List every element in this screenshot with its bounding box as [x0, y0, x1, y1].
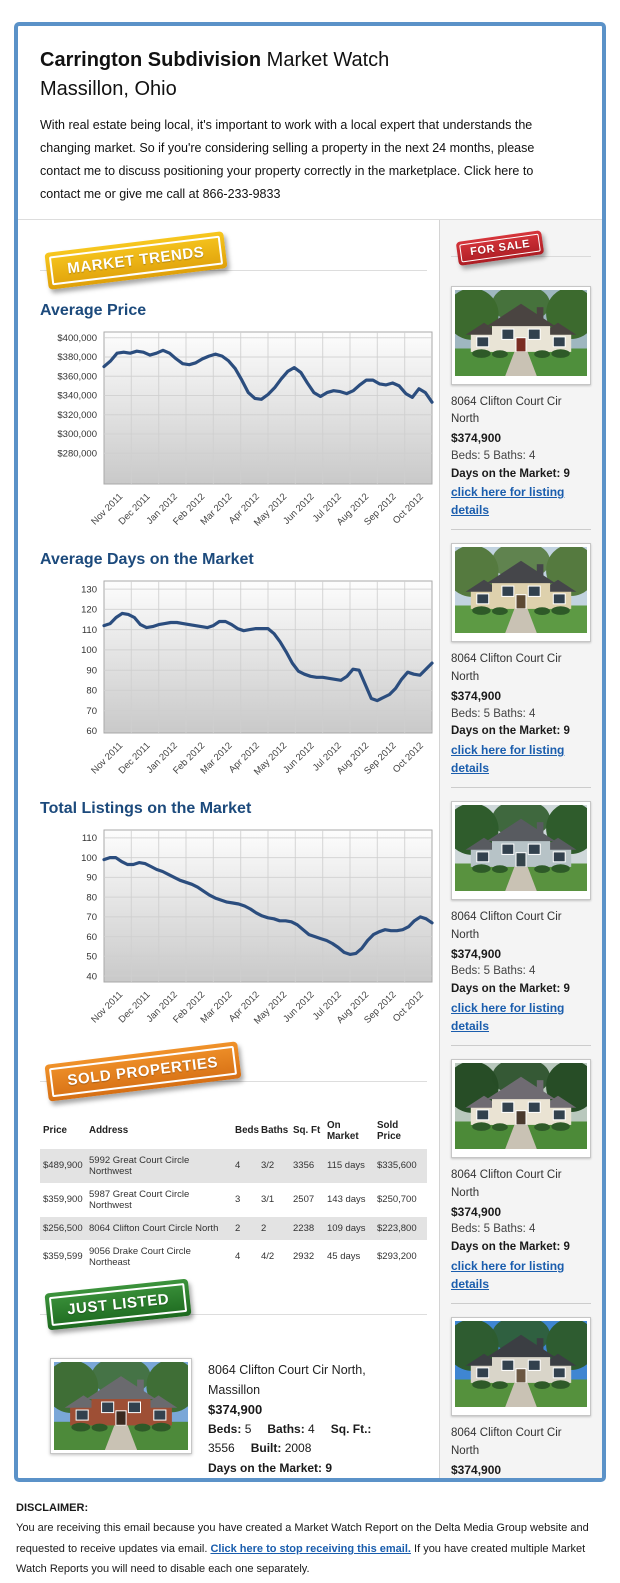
- svg-text:Oct 2012: Oct 2012: [390, 490, 426, 526]
- sold-properties-row: [40, 1049, 427, 1105]
- for-sale-listing: [451, 1055, 591, 1304]
- listing-photo: [451, 801, 591, 900]
- table-cell: 2507: [293, 1194, 315, 1205]
- svg-text:Jun 2012: Jun 2012: [281, 988, 317, 1025]
- chart-canvas: [40, 326, 437, 538]
- listing-price: $374,900: [451, 431, 502, 446]
- for-sale-listing: [451, 539, 591, 788]
- listing-address: 8064 Clifton Court Cir North: [451, 653, 562, 684]
- table-cell: 2932: [293, 1251, 315, 1262]
- listing-days-on-market: Days on the Market: 9: [208, 1460, 333, 1475]
- for-sale-row: [451, 232, 591, 272]
- chart-title: Average Price: [40, 301, 147, 319]
- table-cell: $223,800: [374, 1217, 427, 1240]
- for-sale-listing: [451, 797, 591, 1046]
- disclaimer: [16, 1498, 604, 1579]
- listing-details-link[interactable]: click here for listing details: [451, 743, 565, 776]
- svg-text:60: 60: [86, 725, 97, 737]
- svg-text:Oct 2012: Oct 2012: [390, 988, 426, 1024]
- listing-photo: [451, 286, 591, 385]
- svg-text:Nov 2011: Nov 2011: [89, 739, 126, 776]
- listing-days-on-market: Days on the Market: 9: [451, 1241, 570, 1254]
- svg-text:Jan 2012: Jan 2012: [144, 490, 180, 527]
- svg-text:Feb 2012: Feb 2012: [171, 988, 208, 1026]
- svg-text:100: 100: [81, 852, 97, 864]
- divider: [451, 787, 591, 788]
- svg-text:Jun 2012: Jun 2012: [281, 490, 317, 527]
- svg-text:Jul 2012: Jul 2012: [310, 490, 344, 525]
- sold-properties-badge-label: SOLD PROPERTIES: [49, 1045, 237, 1096]
- divider: [451, 1303, 591, 1304]
- main-column: [18, 220, 439, 1483]
- for-sale-badge: [456, 230, 545, 266]
- report-container: [14, 22, 606, 1482]
- market-trends-row: [40, 238, 427, 294]
- svg-text:110: 110: [81, 624, 97, 636]
- average-price-chart: [40, 326, 427, 543]
- listing-details-link[interactable]: click here for listing details: [451, 485, 565, 518]
- for-sale-sidebar: [439, 220, 602, 1483]
- svg-text:May 2012: May 2012: [251, 739, 290, 778]
- report-header: [18, 26, 602, 219]
- column-header: On Market: [327, 1119, 359, 1142]
- table-cell: 5987 Great Court Circle Northwest: [89, 1188, 190, 1211]
- just-listed-row: [40, 1282, 427, 1338]
- listing-address: 8064 Clifton Court Cir North: [451, 1169, 562, 1199]
- svg-text:Aug 2012: Aug 2012: [334, 739, 372, 777]
- svg-text:Jul 2012: Jul 2012: [310, 739, 344, 774]
- chart-canvas: [40, 575, 437, 787]
- listing-spec: Built: 2008: [250, 1441, 312, 1456]
- svg-text:Feb 2012: Feb 2012: [171, 739, 208, 777]
- sold-properties-badge: [44, 1041, 241, 1101]
- svg-text:Jan 2012: Jan 2012: [144, 988, 180, 1025]
- just-listed-list: [40, 1346, 427, 1483]
- average-price-section: [40, 302, 427, 543]
- svg-text:40: 40: [86, 970, 97, 982]
- table-cell: 2238: [290, 1217, 324, 1240]
- listing-address: 8064 Clifton Court Cir North, Massillon: [208, 1362, 366, 1397]
- svg-text:Mar 2012: Mar 2012: [198, 988, 235, 1026]
- svg-text:90: 90: [86, 872, 97, 884]
- svg-text:Apr 2012: Apr 2012: [226, 490, 262, 526]
- listing-beds-baths: Beds: 5 Baths: 4: [451, 1223, 536, 1236]
- chart-canvas: [40, 824, 437, 1036]
- listing-photo: [451, 543, 591, 642]
- title-suffix: Market Watch: [261, 49, 390, 71]
- column-header: Sq. Ft: [293, 1125, 321, 1136]
- listing-photo: [50, 1358, 192, 1454]
- svg-text:Apr 2012: Apr 2012: [226, 739, 262, 775]
- svg-text:Dec 2011: Dec 2011: [116, 739, 153, 776]
- listing-address: 8064 Clifton Court Cir North: [451, 911, 562, 941]
- table-cell: 143 days: [327, 1194, 366, 1205]
- table-cell: 3356: [290, 1149, 324, 1183]
- table-cell: $250,700: [377, 1194, 417, 1205]
- chart-title: Total Listings on the Market: [40, 799, 252, 817]
- table-cell: 45 days: [327, 1251, 361, 1262]
- table-cell: 109 days: [324, 1217, 374, 1240]
- svg-text:$400,000: $400,000: [57, 332, 97, 344]
- page-title: [40, 46, 576, 104]
- table-row: [40, 1217, 427, 1240]
- svg-text:Jun 2012: Jun 2012: [281, 739, 317, 776]
- for-sale-listing: [451, 282, 591, 531]
- just-listed-item: [40, 1346, 427, 1483]
- svg-text:90: 90: [86, 664, 97, 676]
- chart-title: Average Days on the Market: [40, 550, 254, 568]
- listing-price: $374,900: [451, 1204, 502, 1219]
- svg-text:Nov 2011: Nov 2011: [89, 490, 126, 527]
- svg-text:70: 70: [86, 705, 97, 717]
- house-photo-image: [455, 1063, 587, 1149]
- svg-text:May 2012: May 2012: [251, 490, 290, 529]
- svg-text:Dec 2011: Dec 2011: [116, 490, 153, 527]
- listing-details-link[interactable]: [208, 1480, 363, 1482]
- average-days-chart: [40, 575, 427, 792]
- svg-text:Aug 2012: Aug 2012: [334, 988, 372, 1026]
- disclaimer-heading: DISCLAIMER:: [16, 1502, 89, 1514]
- listing-beds-baths: [451, 1479, 591, 1482]
- disclaimer-text-after: If you have created multiple Market Watch Reports you will need to disable each one separately.: [16, 1542, 586, 1576]
- listing-days-on-market: Days on the Market: 9: [451, 983, 570, 996]
- listing-text: [208, 1358, 419, 1483]
- column-header: Beds: [235, 1125, 259, 1136]
- table-row: [40, 1183, 427, 1217]
- listing-photo: [451, 1317, 591, 1416]
- listing-address: 8064 Clifton Court Cir North: [451, 1426, 562, 1457]
- house-photo-image: [455, 290, 587, 376]
- svg-text:60: 60: [86, 931, 97, 943]
- average-days-section: [40, 551, 427, 792]
- table-cell: 8064 Clifton Court Circle North: [86, 1217, 232, 1240]
- table-cell: 9056 Drake Court Circle Northeast: [89, 1245, 191, 1268]
- for-sale-badge-label: FOR SALE: [459, 233, 541, 262]
- svg-text:$280,000: $280,000: [57, 447, 97, 459]
- intro-paragraph: With real estate being local, it's important to work with a local expert that understands the changing market. So if you're considering selling a property in the next 24 months, please contact me to discuss positioning your property correctly in the marketplace. Click here to contact me or give me call at 866-233-9833: [40, 118, 535, 202]
- svg-text:Aug 2012: Aug 2012: [334, 490, 372, 528]
- svg-text:Dec 2011: Dec 2011: [116, 988, 153, 1025]
- svg-text:Sep 2012: Sep 2012: [362, 490, 399, 528]
- table-cell: $359,900: [43, 1194, 83, 1205]
- table-row: [40, 1149, 427, 1183]
- listing-price: $374,900: [451, 688, 502, 703]
- column-header: Price: [43, 1125, 67, 1136]
- svg-text:Jan 2012: Jan 2012: [144, 739, 180, 776]
- svg-text:Sep 2012: Sep 2012: [362, 739, 399, 777]
- listing-address: 8064 Clifton Court Cir North: [451, 395, 562, 426]
- house-photo-image: [455, 1321, 587, 1407]
- svg-text:110: 110: [81, 832, 97, 844]
- svg-text:$300,000: $300,000: [57, 428, 97, 440]
- table-row: [40, 1240, 427, 1274]
- svg-text:Mar 2012: Mar 2012: [198, 739, 235, 777]
- svg-text:Apr 2012: Apr 2012: [226, 988, 262, 1024]
- svg-text:50: 50: [86, 951, 97, 962]
- listing-days-on-market: Days on the Market: 9: [451, 467, 570, 480]
- just-listed-badge-label: JUST LISTED: [49, 1282, 188, 1325]
- table-cell: 3/2: [258, 1149, 290, 1183]
- table-cell: $489,900: [40, 1149, 86, 1183]
- svg-text:Nov 2011: Nov 2011: [89, 988, 126, 1025]
- table-cell: 2: [232, 1217, 258, 1240]
- svg-text:100: 100: [81, 644, 97, 656]
- listing-price: $374,900: [208, 1401, 263, 1417]
- listing-spec: Sq. Ft.: 3556: [208, 1422, 372, 1456]
- house-photo-image: [54, 1362, 188, 1450]
- listing-beds-baths: Beds: 5 Baths: 4: [451, 965, 536, 978]
- svg-text:Feb 2012: Feb 2012: [171, 490, 208, 528]
- table-cell: 3: [235, 1194, 241, 1205]
- table-cell: 3/1: [261, 1194, 275, 1205]
- market-trends-badge: [44, 231, 227, 290]
- listing-spec: Beds: 5: [208, 1422, 252, 1437]
- svg-text:80: 80: [86, 685, 97, 697]
- column-header: Address: [89, 1125, 129, 1136]
- listing-details-link[interactable]: click here for listing details: [451, 1258, 565, 1291]
- house-photo-image: [455, 547, 587, 633]
- listing-beds-baths: Beds: 5 Baths: 4: [451, 707, 536, 720]
- svg-text:Oct 2012: Oct 2012: [390, 739, 426, 775]
- just-listed-badge: [44, 1278, 192, 1330]
- svg-text:$380,000: $380,000: [57, 351, 97, 363]
- svg-text:Sep 2012: Sep 2012: [362, 988, 399, 1026]
- table-cell: 4: [232, 1149, 258, 1183]
- listing-price: $374,900: [451, 946, 502, 961]
- listing-price: $374,900: [451, 1462, 502, 1477]
- for-sale-listing-list: [451, 282, 591, 1483]
- table-cell: 4/2: [261, 1251, 275, 1262]
- svg-text:130: 130: [81, 583, 97, 595]
- house-photo-image: [455, 805, 587, 891]
- listing-days-on-market: Days on the Market: 9: [451, 725, 570, 738]
- listing-specs: [208, 1420, 419, 1458]
- svg-text:120: 120: [81, 604, 97, 616]
- total-listings-section: [40, 800, 427, 1041]
- table-cell: 115 days: [324, 1149, 374, 1183]
- column-header: Baths: [261, 1125, 289, 1136]
- total-listings-chart: [40, 824, 427, 1041]
- svg-text:May 2012: May 2012: [251, 988, 290, 1027]
- listing-spec: Baths: 4: [267, 1422, 315, 1437]
- city-state: Massillon, Ohio: [40, 78, 177, 100]
- disclaimer-text-before: You are receiving this email because you have created a Market Watch Report on the Delta Media Group website and requested to receive updates via email.: [16, 1522, 589, 1555]
- sold-properties-table: [40, 1113, 427, 1274]
- divider: [451, 529, 591, 530]
- listing-details-link[interactable]: click here for listing details: [451, 1001, 565, 1034]
- stop-receiving-link[interactable]: Click here to stop receiving this email.: [210, 1542, 411, 1555]
- table-cell: $293,200: [377, 1251, 417, 1262]
- svg-text:$340,000: $340,000: [57, 390, 97, 402]
- subdivision-name: Carrington Subdivision: [40, 49, 262, 71]
- listing-photo: [451, 1059, 591, 1158]
- table-cell: 5992 Great Court Circle Northwest: [86, 1149, 232, 1183]
- table-cell: $359,599: [43, 1251, 83, 1262]
- table-cell: 4: [235, 1251, 241, 1262]
- table-cell: 2: [258, 1217, 290, 1240]
- column-header: Sold Price: [377, 1119, 401, 1142]
- table-header-row: [40, 1113, 427, 1149]
- svg-text:$320,000: $320,000: [57, 409, 97, 421]
- table-cell: $335,600: [374, 1149, 427, 1183]
- svg-text:$360,000: $360,000: [57, 371, 97, 382]
- listing-beds-baths: Beds: 5 Baths: 4: [451, 449, 536, 462]
- table-cell: $256,500: [40, 1217, 86, 1240]
- svg-text:Jul 2012: Jul 2012: [310, 988, 344, 1023]
- svg-text:70: 70: [86, 911, 97, 923]
- svg-text:80: 80: [86, 891, 97, 903]
- content-row: [18, 219, 602, 1483]
- svg-text:Mar 2012: Mar 2012: [198, 490, 235, 528]
- for-sale-listing: [451, 1313, 591, 1482]
- divider: [451, 1045, 591, 1046]
- market-trends-badge-label: MARKET TRENDS: [49, 235, 223, 285]
